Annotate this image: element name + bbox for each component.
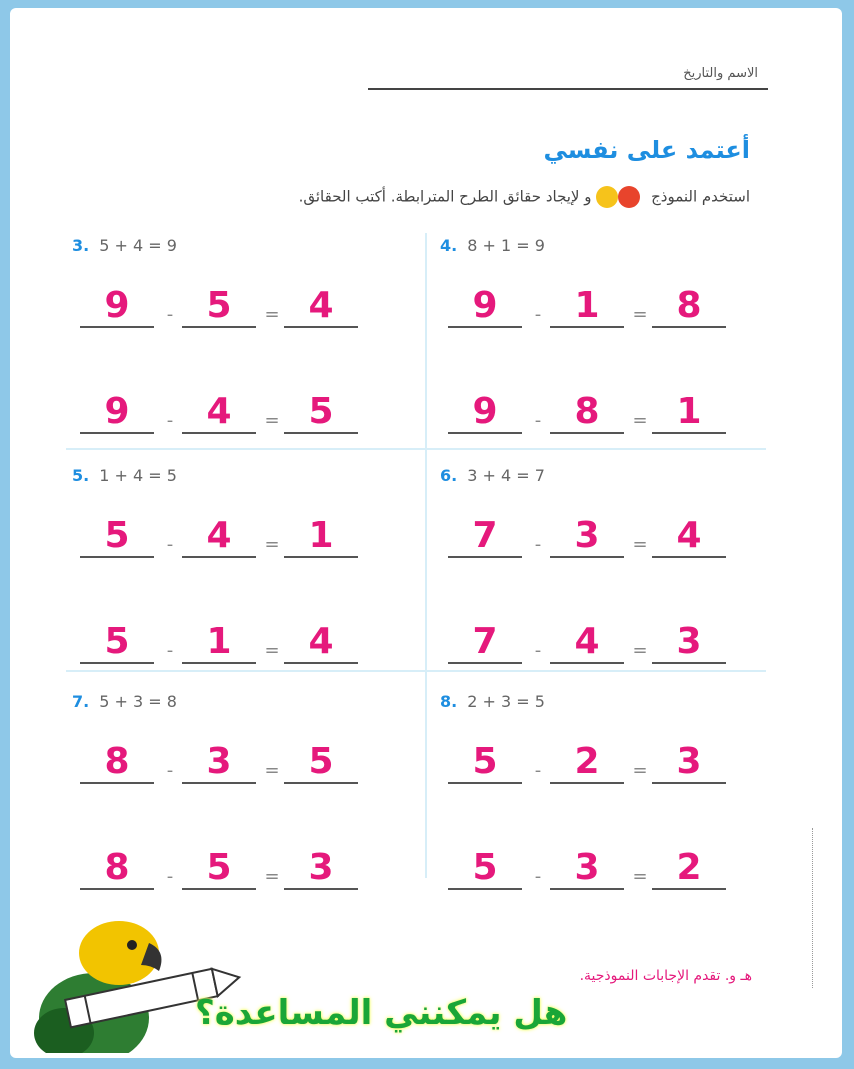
addition-fact: 8 + 1 = 9 — [467, 236, 545, 255]
minus-sign: - — [166, 304, 174, 325]
problem-number: 3. — [72, 236, 90, 255]
minus-sign: - — [166, 410, 174, 431]
answer-blank[interactable]: 1 — [652, 392, 726, 434]
answer-blank[interactable]: 7 — [448, 516, 522, 558]
problem-block — [72, 692, 372, 902]
answer-blank[interactable]: 4 — [284, 286, 358, 328]
problem-label — [440, 466, 545, 485]
equals-sign: = — [632, 866, 648, 887]
answer-blank[interactable]: 3 — [550, 848, 624, 890]
answer-blank[interactable]: 1 — [550, 286, 624, 328]
subtraction-fact-row — [72, 848, 362, 898]
answer-blank[interactable]: 2 — [652, 848, 726, 890]
equals-sign: = — [632, 760, 648, 781]
minus-sign: - — [166, 866, 174, 887]
answer-blank[interactable]: 1 — [182, 622, 256, 664]
answer-blank[interactable]: 5 — [448, 742, 522, 784]
equals-sign: = — [632, 534, 648, 555]
minus-sign: - — [534, 304, 542, 325]
answer-blank[interactable]: 3 — [550, 516, 624, 558]
problem-block — [440, 236, 740, 446]
equals-sign: = — [264, 866, 280, 887]
name-date-line — [368, 88, 768, 90]
answer-blank[interactable]: 3 — [284, 848, 358, 890]
equals-sign: = — [632, 410, 648, 431]
answer-blank[interactable]: 4 — [182, 392, 256, 434]
answer-blank[interactable]: 4 — [652, 516, 726, 558]
addition-fact: 3 + 4 = 7 — [467, 466, 545, 485]
answer-blank[interactable]: 3 — [652, 622, 726, 664]
answer-blank[interactable]: 8 — [80, 848, 154, 890]
answer-blank[interactable]: 5 — [284, 742, 358, 784]
subtraction-fact-row — [440, 516, 730, 566]
equals-sign: = — [264, 534, 280, 555]
problem-number: 6. — [440, 466, 458, 485]
problem-label — [72, 692, 177, 711]
answer-blank[interactable]: 4 — [550, 622, 624, 664]
answer-blank[interactable]: 9 — [80, 392, 154, 434]
problem-label — [72, 236, 177, 255]
subtraction-fact-row — [440, 742, 730, 792]
answer-blank[interactable]: 4 — [182, 516, 256, 558]
minus-sign: - — [534, 410, 542, 431]
instructions-after: لإيجاد حقائق الطرح المترابطة. أكتب الحقائق. — [298, 187, 580, 206]
problem-number: 7. — [72, 692, 90, 711]
equals-sign: = — [264, 760, 280, 781]
addition-fact: 1 + 4 = 5 — [99, 466, 177, 485]
problem-label — [440, 692, 545, 711]
instructions-connector: و — [584, 187, 592, 206]
help-prompt: هل يمكنني المساعدة؟ — [195, 993, 568, 1033]
answer-blank[interactable]: 5 — [80, 622, 154, 664]
vertical-divider — [425, 233, 427, 878]
problem-block — [440, 692, 740, 902]
problem-number: 4. — [440, 236, 458, 255]
subtraction-fact-row — [72, 286, 362, 336]
subtraction-fact-row — [72, 392, 362, 442]
answer-blank[interactable]: 8 — [652, 286, 726, 328]
problem-block — [440, 466, 740, 676]
answer-blank[interactable]: 8 — [80, 742, 154, 784]
addition-fact: 5 + 4 = 9 — [99, 236, 177, 255]
minus-sign: - — [534, 760, 542, 781]
minus-sign: - — [534, 640, 542, 661]
answer-blank[interactable]: 5 — [80, 516, 154, 558]
problem-label — [440, 236, 545, 255]
subtraction-fact-row — [72, 622, 362, 672]
answer-blank[interactable]: 8 — [550, 392, 624, 434]
answer-blank[interactable]: 9 — [448, 392, 522, 434]
problem-block — [72, 466, 372, 676]
minus-sign: - — [534, 534, 542, 555]
answer-blank[interactable]: 1 — [284, 516, 358, 558]
problem-block — [72, 236, 372, 446]
equals-sign: = — [264, 304, 280, 325]
answer-blank[interactable]: 2 — [550, 742, 624, 784]
name-date-label: الاسم والتاريخ — [683, 66, 758, 81]
footer-note: هـ و. تقدم الإجابات النموذجية. — [579, 968, 752, 984]
subtraction-fact-row — [72, 742, 362, 792]
answer-blank[interactable]: 5 — [182, 286, 256, 328]
addition-fact: 2 + 3 = 5 — [467, 692, 545, 711]
subtraction-fact-row — [72, 516, 362, 566]
subtraction-fact-row — [440, 286, 730, 336]
worksheet-page — [10, 8, 842, 1058]
yellow-counter-icon — [596, 186, 618, 208]
problem-number: 8. — [440, 692, 458, 711]
instructions — [299, 186, 750, 208]
minus-sign: - — [534, 866, 542, 887]
side-code-strip — [812, 828, 823, 988]
two-color-counters-icon — [602, 186, 640, 208]
answer-blank[interactable]: 9 — [448, 286, 522, 328]
minus-sign: - — [166, 640, 174, 661]
equals-sign: = — [632, 640, 648, 661]
problem-label — [72, 466, 177, 485]
answer-blank[interactable]: 5 — [284, 392, 358, 434]
red-counter-icon — [618, 186, 640, 208]
equals-sign: = — [632, 304, 648, 325]
minus-sign: - — [166, 760, 174, 781]
subtraction-fact-row — [440, 392, 730, 442]
answer-blank[interactable]: 3 — [652, 742, 726, 784]
answer-blank[interactable]: 5 — [448, 848, 522, 890]
answer-blank[interactable]: 7 — [448, 622, 522, 664]
answer-blank[interactable]: 5 — [182, 848, 256, 890]
addition-fact: 5 + 3 = 8 — [99, 692, 177, 711]
subtraction-fact-row — [440, 622, 730, 672]
answer-blank[interactable]: 4 — [284, 622, 358, 664]
answer-blank[interactable]: 3 — [182, 742, 256, 784]
worksheet-title: أعتمد على نفسي — [543, 136, 750, 164]
equals-sign: = — [264, 640, 280, 661]
instructions-before: استخدم النموذج — [651, 187, 750, 206]
equals-sign: = — [264, 410, 280, 431]
horizontal-divider — [66, 448, 766, 450]
minus-sign: - — [166, 534, 174, 555]
answer-blank[interactable]: 9 — [80, 286, 154, 328]
subtraction-fact-row — [440, 848, 730, 898]
problem-number: 5. — [72, 466, 90, 485]
